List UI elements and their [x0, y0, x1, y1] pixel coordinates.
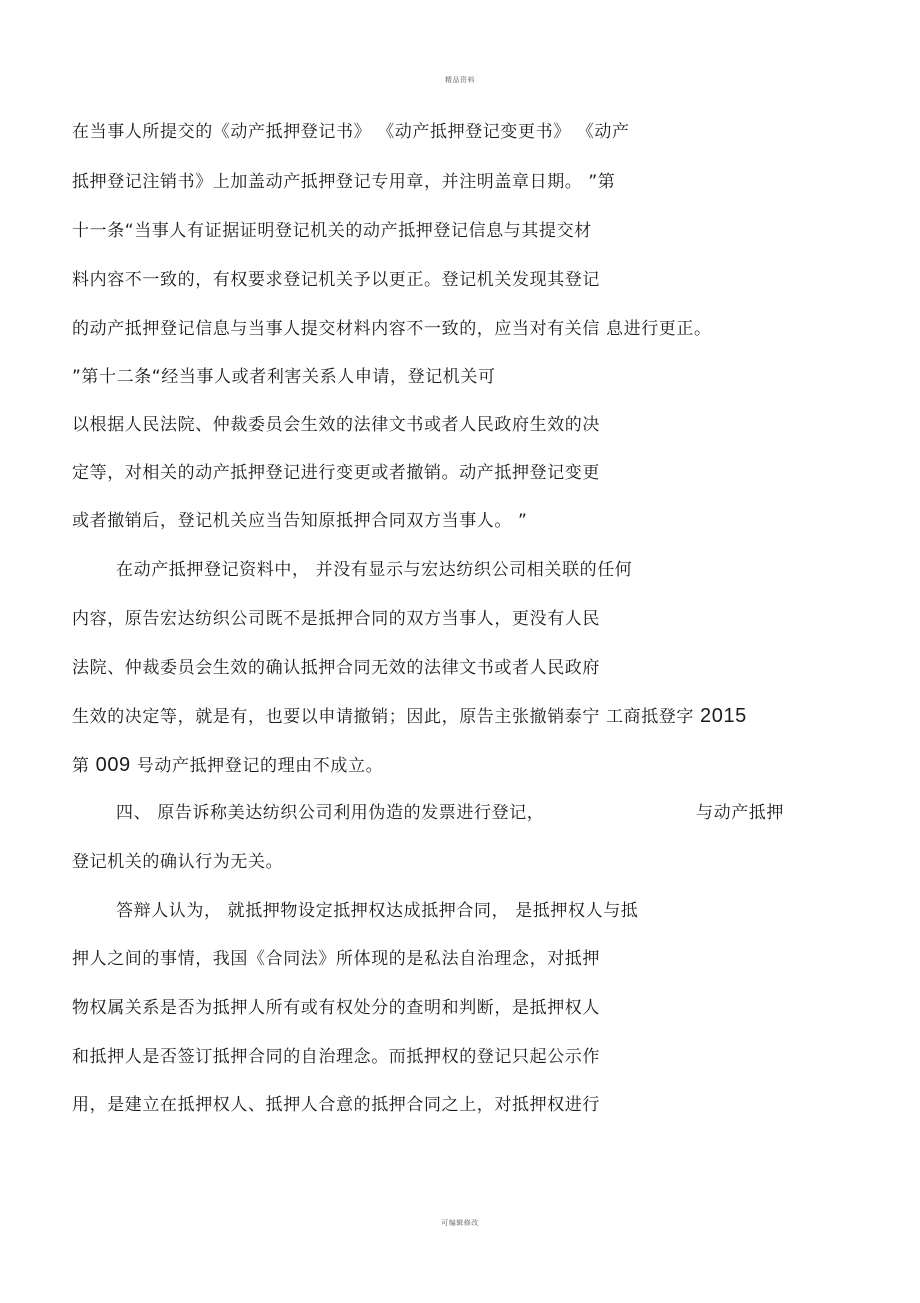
section-heading-line: 四、 原告诉称美达纺织公司利用伪造的发票进行登记，	[116, 803, 545, 823]
paragraph-first-line: 在动产抵押登记资料中， 并没有显示与宏达纺织公司相关联的任何	[116, 560, 633, 580]
text-segment: 第	[72, 756, 96, 776]
header-note: 精品资料	[445, 76, 475, 84]
text-segment: 生效的决定等，就是有，也要以申请撤销；因此，原告主张撤销泰宁 工商抵登字	[72, 707, 701, 727]
section-heading-continuation: 与动产抵押	[696, 803, 784, 823]
text-line: 物权属关系是否为抵押人所有或有权处分的查明和判断，是抵押权人	[72, 998, 600, 1018]
text-line	[72, 705, 747, 728]
footer-note: 可编辑修改	[441, 1219, 479, 1227]
text-line: 抵押登记注销书》上加盖动产抵押登记专用章，并注明盖章日期。 ”第	[72, 172, 616, 192]
text-line: 定等，对相关的动产抵押登记进行变更或者撤销。动产抵押登记变更	[72, 463, 600, 483]
text-line	[72, 754, 383, 777]
text-line: 以根据人民法院、仲裁委员会生效的法律文书或者人民政府生效的决	[72, 415, 600, 435]
text-line: 押人之间的事情，我国《合同法》所体现的是私法自治理念，对抵押	[72, 949, 600, 969]
text-line: 登记机关的确认行为无关。	[72, 852, 284, 872]
text-line: 在当事人所提交的《动产抵押登记书》 《动产抵押登记变更书》 《动产	[72, 122, 630, 142]
text-line: 用，是建立在抵押权人、抵押人合意的抵押合同之上，对抵押权进行	[72, 1095, 600, 1115]
text-line: 或者撤销后，登记机关应当告知原抵押合同双方当事人。 ”	[72, 511, 528, 531]
paragraph-first-line: 答辩人认为， 就抵押物设定抵押权达成抵押合同， 是抵押权人与抵	[116, 901, 639, 921]
text-line: 料内容不一致的，有权要求登记机关予以更正。登记机关发现其登记	[72, 270, 600, 290]
text-line: ”第十二条“经当事人或者利害关系人申请，登记机关可	[72, 367, 496, 387]
text-line: 内容，原告宏达纺织公司既不是抵押合同的双方当事人，更没有人民	[72, 609, 600, 629]
registration-number: 009	[95, 754, 131, 776]
text-line: 和抵押人是否签订抵押合同的自治理念。而抵押权的登记只起公示作	[72, 1047, 600, 1067]
text-line: 法院、仲裁委员会生效的确认抵押合同无效的法律文书或者人民政府	[72, 658, 600, 678]
text-segment: 号动产抵押登记的理由不成立。	[130, 756, 384, 776]
text-line: 的动产抵押登记信息与当事人提交材料内容不一致的，应当对有关信 息进行更正。	[72, 319, 712, 339]
year-number: 2015	[700, 705, 747, 727]
text-line: 十一条“当事人有证据证明登记机关的动产抵押登记信息与其提交材	[72, 221, 592, 241]
